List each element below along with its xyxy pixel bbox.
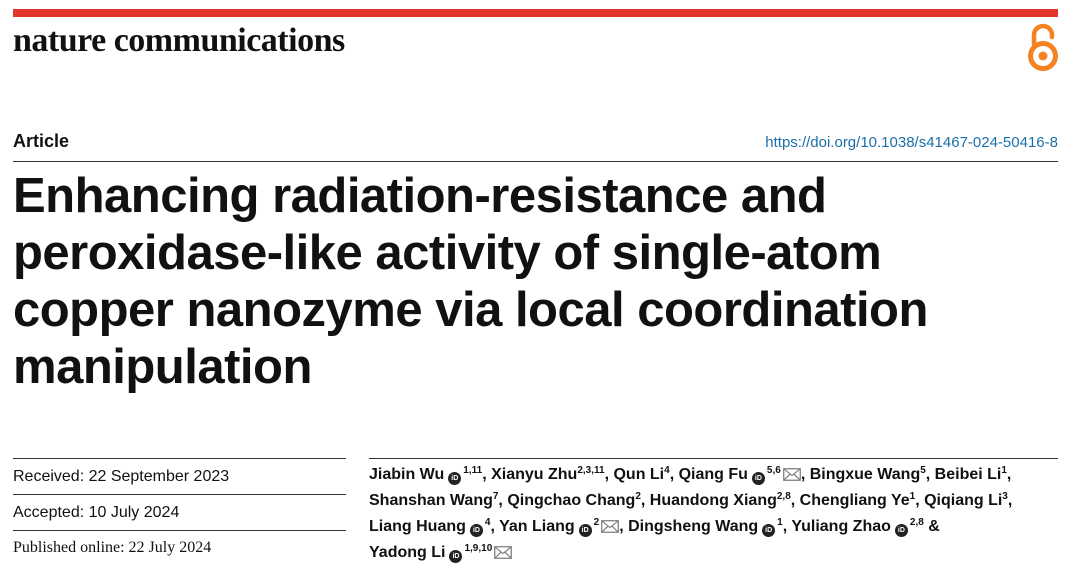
orcid-icon[interactable]: iD xyxy=(449,550,462,563)
author-item[interactable] xyxy=(369,466,482,483)
author-item[interactable] xyxy=(491,466,605,483)
author-name: Beibei Li xyxy=(934,466,1002,483)
orcid-icon[interactable]: iD xyxy=(579,524,592,537)
author-item[interactable] xyxy=(791,518,923,535)
author-name: Qingchao Chang xyxy=(507,492,636,509)
affiliation-marker[interactable]: 4 xyxy=(664,465,670,476)
author-item[interactable] xyxy=(679,466,801,483)
orcid-icon[interactable]: iD xyxy=(448,472,461,485)
authors-divider xyxy=(369,458,1058,459)
author-name: Bingxue Wang xyxy=(809,466,921,483)
author-name: Huandong Xiang xyxy=(649,492,777,509)
author-item[interactable] xyxy=(935,466,1007,483)
affiliation-marker[interactable]: 5 xyxy=(920,465,926,476)
received-date: Received: 22 September 2023 xyxy=(13,458,346,494)
affiliation-marker[interactable]: 2,3,11 xyxy=(577,465,605,476)
affiliation-marker[interactable]: 1 xyxy=(777,517,783,528)
affiliation-marker[interactable]: 5,6 xyxy=(766,465,781,476)
header-divider xyxy=(13,161,1058,162)
author-item[interactable] xyxy=(369,544,512,561)
author-list: Jiabin Wu iD$^{1,11}$, Xianyu Zhu$^{2,3,11}$, Qun Li$^4$, Qiang Fu iD$^{5,6}$ , Bingxue Wang$^5$, Beibei Li$^1$, Shanshan Wang$^7$, Qingchao Chang$^2$, Huandong Xiang$^{2,8}$, Chengliang Ye$^1$, Qiqiang Li$^3$, Liang Huang $iD^4$, Yan Liang $iD^2$ , Dingsheng Wang $iD^1$, Yuliang Zhao iD$^{2,8}$ & Yadong Li iD$^{1,9,10}$ xyxy=(369,465,1013,561)
author-item[interactable] xyxy=(800,492,916,509)
affiliation-marker[interactable]: 4 xyxy=(484,517,491,528)
author-item[interactable] xyxy=(613,466,669,483)
affiliation-marker[interactable]: 1 xyxy=(1001,465,1007,476)
published-date: Published online: 22 July 2024 xyxy=(13,530,346,565)
author-item[interactable] xyxy=(924,492,1008,509)
orcid-icon[interactable]: iD xyxy=(895,524,908,537)
author-item[interactable] xyxy=(628,518,783,535)
affiliation-marker[interactable]: 2 xyxy=(593,517,600,528)
affiliation-marker[interactable]: 3 xyxy=(1002,491,1008,502)
journal-name[interactable]: nature communications xyxy=(13,22,345,59)
author-name: Liang Huang xyxy=(369,518,466,535)
email-icon[interactable] xyxy=(783,468,801,481)
author-name: Xianyu Zhu xyxy=(491,466,578,483)
author-name: Qiang Fu xyxy=(678,466,748,483)
author-item[interactable] xyxy=(369,518,490,535)
author-item[interactable] xyxy=(369,492,498,509)
open-access-icon xyxy=(1024,22,1062,74)
email-icon[interactable] xyxy=(601,520,619,533)
email-icon[interactable] xyxy=(494,546,512,559)
author-name: Qiqiang Li xyxy=(924,492,1003,509)
doi-link[interactable]: https://doi.org/10.1038/s41467-024-50416-8 xyxy=(765,134,1058,151)
author-item[interactable] xyxy=(810,466,926,483)
top-accent-bar xyxy=(13,9,1058,17)
article-title: Enhancing radiation-resistance and peroxidase-like activity of single-atom copper nanozyme via local coordination manipulation xyxy=(13,169,928,394)
affiliation-marker[interactable]: 2,8 xyxy=(909,517,924,528)
accepted-date: Accepted: 10 July 2024 xyxy=(13,494,346,530)
author-name: Yadong Li xyxy=(369,544,446,561)
author-item[interactable] xyxy=(499,518,619,535)
affiliation-marker[interactable]: 1,9,10 xyxy=(464,543,493,554)
author-name: Shanshan Wang xyxy=(369,492,493,509)
affiliation-marker[interactable]: 2,8 xyxy=(776,491,791,502)
publication-dates xyxy=(13,458,346,565)
affiliation-marker[interactable]: 1 xyxy=(909,491,916,502)
author-name: Jiabin Wu xyxy=(369,466,445,483)
author-item[interactable] xyxy=(507,492,641,509)
author-name: Qun Li xyxy=(613,466,665,483)
article-type-label: Article xyxy=(13,131,70,151)
author-item[interactable] xyxy=(650,492,791,509)
orcid-icon[interactable]: iD xyxy=(470,524,483,537)
author-name: Yuliang Zhao xyxy=(791,518,891,535)
author-name: Dingsheng Wang xyxy=(628,518,759,535)
author-name: Yan Liang xyxy=(499,518,575,535)
orcid-icon[interactable]: iD xyxy=(752,472,765,485)
affiliation-marker[interactable]: 2 xyxy=(635,491,641,502)
affiliation-marker[interactable]: 7 xyxy=(492,491,499,502)
affiliation-marker[interactable]: 1,11 xyxy=(463,465,483,476)
author-name: Chengliang Ye xyxy=(799,492,910,509)
orcid-icon[interactable]: iD xyxy=(762,524,775,537)
